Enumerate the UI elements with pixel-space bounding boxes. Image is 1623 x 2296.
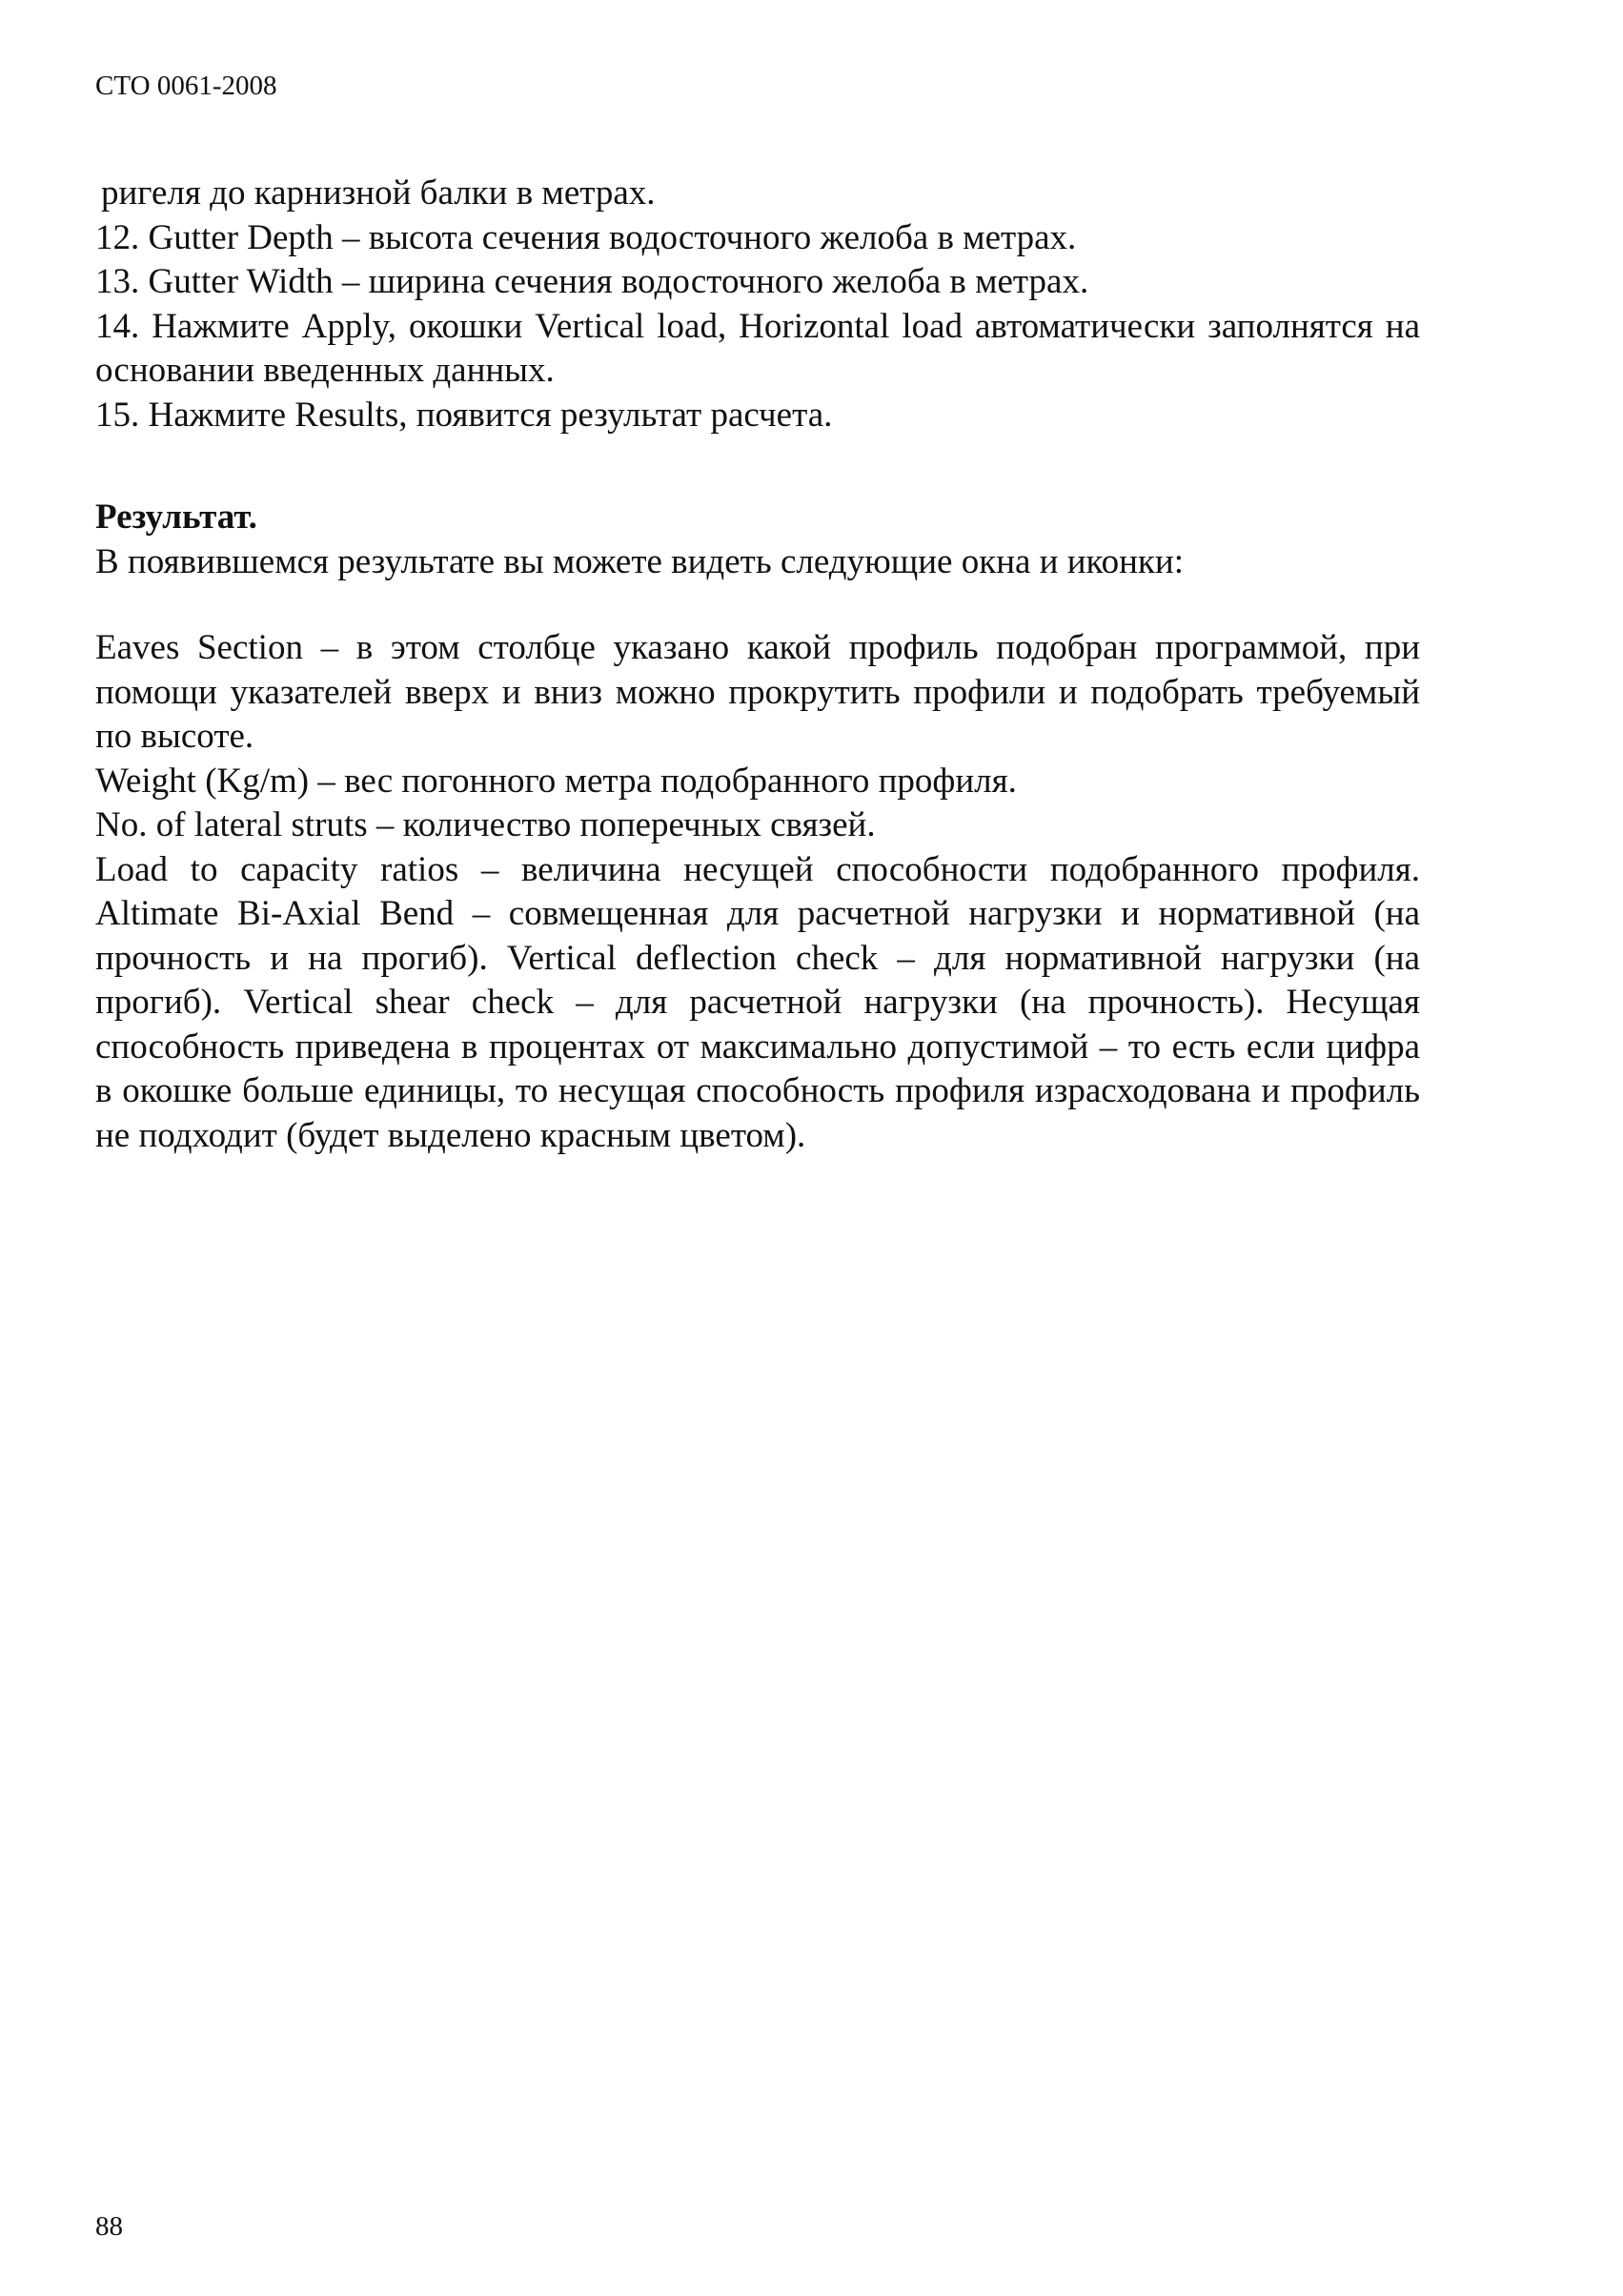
list-item-15: 15. Нажмите Results, появится результат расчета. xyxy=(95,395,833,435)
list-item-12: 12. Gutter Depth – высота сечения водосточного желоба в метрах. xyxy=(95,217,1077,257)
description-load-capacity: Load to capacity ratios – величина несущей способности подобранного профиля. Altimate Bi-Axial Bend – совмещенная для расчетной нагрузки и нормативной (на прочность и на прогиб). Vertical deflection check – для нормативной нагрузки (на прогиб). Vertical shear check – для расчетной нагрузки (на прочность). Несущая способность приведена в процентах от максимально допустимой – то есть если цифра в окошке больше единицы, то несущая способность профиля израсходована и профиль не подходит (будет выделено красным цветом). xyxy=(95,849,1420,1155)
result-descriptions xyxy=(95,626,1420,1158)
numbered-list-continuation xyxy=(95,172,1420,437)
list-item-11-tail: ригеля до карнизной балки в метрах. xyxy=(101,173,656,213)
description-eaves-section: Eaves Section – в этом столбце указано какой профиль подобран программой, при помощи указателей вверх и вниз можно прокрутить профили и подобрать требуемый по высоте. xyxy=(95,628,1420,756)
section-heading: Результат. xyxy=(95,498,257,537)
description-lateral-struts: No. of lateral struts – количество поперечных связей. xyxy=(95,805,876,844)
list-item-13: 13. Gutter Width – ширина сечения водосточного желоба в метрах. xyxy=(95,262,1089,301)
page-number: 88 xyxy=(95,2211,123,2242)
list-item-14: 14. Нажмите Apply, окошки Vertical load, Horizontal load автоматически заполнятся на основании введенных данных. xyxy=(95,306,1420,390)
document-code-header: СТО 0061-2008 xyxy=(95,71,277,101)
section-intro: В появившемся результате вы можете видеть следующие окна и иконки: xyxy=(95,541,1184,581)
result-section-header xyxy=(95,496,1420,584)
description-weight: Weight (Kg/m) – вес погонного метра подобранного профиля. xyxy=(95,761,1017,801)
